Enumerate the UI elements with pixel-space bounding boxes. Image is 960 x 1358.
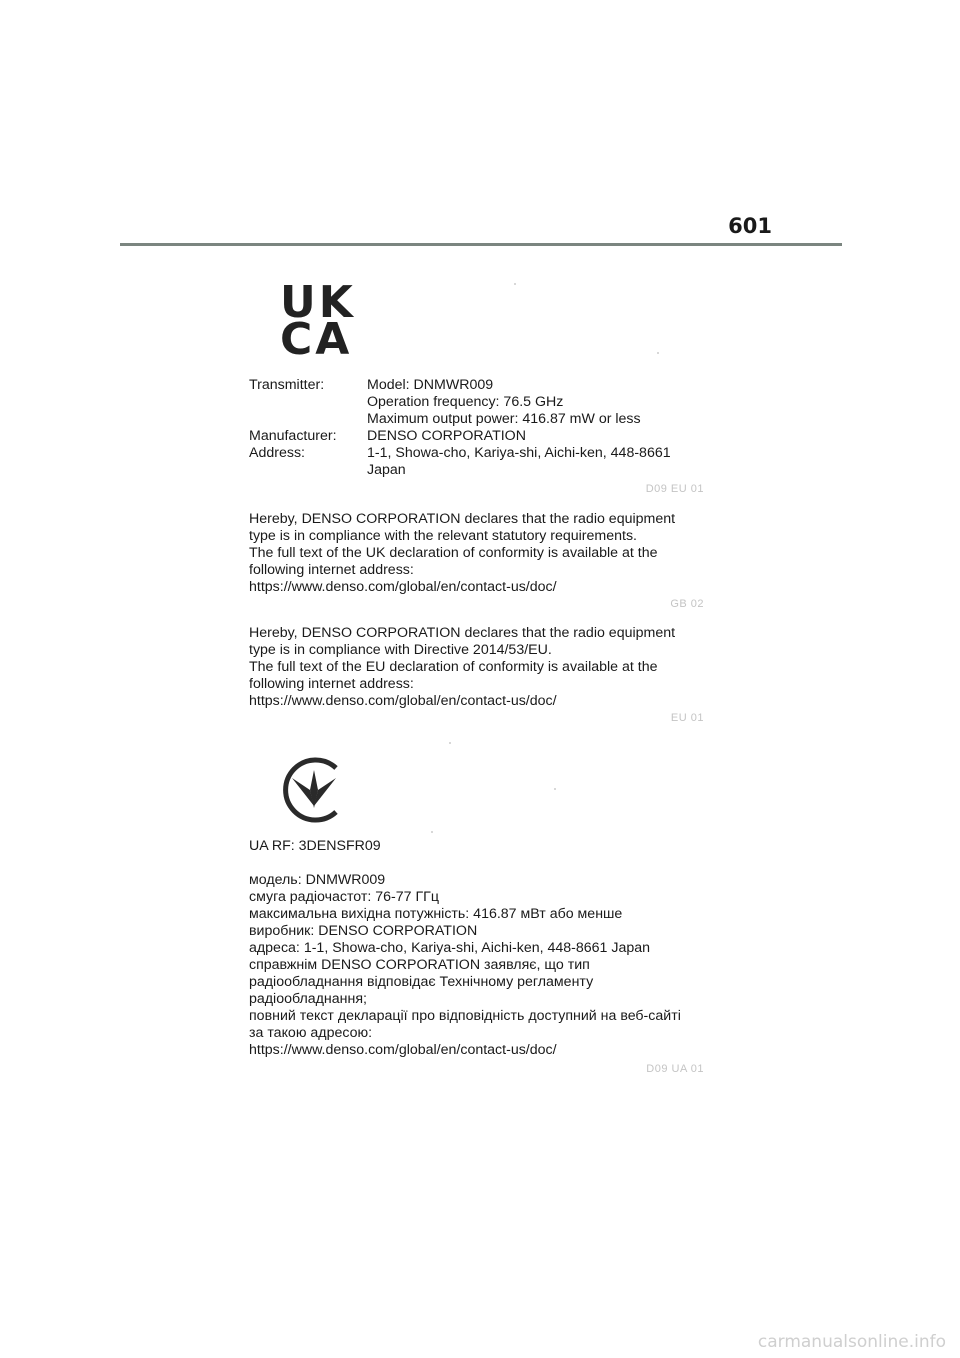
eu-declaration-line: type is in compliance with Directive 2014/53/EU. bbox=[249, 642, 552, 658]
ua-declaration bbox=[249, 872, 719, 1059]
ua-line: адреса: 1-1, Showa-cho, Kariya-shi, Aichi-ken, 448-8661 Japan bbox=[249, 940, 651, 956]
scan-speck bbox=[657, 352, 659, 354]
eu-declaration-url: https://www.denso.com/global/en/contact-us/doc/ bbox=[249, 693, 557, 709]
ukca-logo-line-1: UK bbox=[280, 277, 356, 328]
transmitter-frequency: Operation frequency: 76.5 GHz bbox=[367, 394, 564, 410]
header-rule bbox=[120, 243, 842, 246]
address-label: Address: bbox=[249, 445, 305, 461]
address-line-1: 1-1, Showa-cho, Kariya-shi, Aichi-ken, 448-8661 bbox=[367, 445, 671, 461]
spec-row-transmitter bbox=[249, 377, 671, 394]
scan-speck bbox=[514, 283, 516, 285]
page-number: 601 bbox=[728, 214, 772, 238]
ukca-logo-line-2: CA bbox=[280, 314, 353, 365]
ua-line: радіообладнання відповідає Технічному регламенту bbox=[249, 974, 594, 990]
eu-declaration-line: following internet address: bbox=[249, 676, 414, 692]
uk-declaration-line: The full text of the UK declaration of conformity is available at the bbox=[249, 545, 658, 561]
ua-line: за такою адресою: bbox=[249, 1025, 373, 1041]
scan-speck bbox=[554, 788, 556, 790]
ua-line: виробник: DENSO CORPORATION bbox=[249, 923, 478, 939]
ukca-logo bbox=[280, 277, 356, 365]
transmitter-power: Maximum output power: 416.87 mW or less bbox=[367, 411, 641, 427]
spec-row-manufacturer bbox=[249, 428, 671, 445]
address-line-2: Japan bbox=[367, 462, 406, 478]
scan-speck bbox=[449, 742, 451, 744]
ua-line: смуга радіочастот: 76-77 ГГц bbox=[249, 889, 439, 905]
spec-row-address-2 bbox=[249, 462, 671, 479]
ref-code-ua: D09 UA 01 bbox=[646, 1063, 704, 1075]
manufacturer-value: DENSO CORPORATION bbox=[367, 428, 526, 444]
spec-row-address bbox=[249, 445, 671, 462]
eu-declaration-line: The full text of the EU declaration of conformity is available at the bbox=[249, 659, 658, 675]
ua-line: справжнім DENSO CORPORATION заявляє, що тип bbox=[249, 957, 590, 973]
uk-declaration-line: Hereby, DENSO CORPORATION declares that the radio equipment bbox=[249, 511, 676, 527]
uk-declaration bbox=[249, 511, 719, 596]
spec-table bbox=[249, 377, 671, 479]
spec-row-power bbox=[249, 411, 671, 428]
manufacturer-label: Manufacturer: bbox=[249, 428, 337, 444]
uk-declaration-line: following internet address: bbox=[249, 562, 414, 578]
ua-line: радіообладнання; bbox=[249, 991, 367, 1007]
ref-code-eu-2: EU 01 bbox=[670, 712, 704, 724]
ref-code-gb: GB 02 bbox=[670, 598, 704, 610]
eu-declaration-line: Hereby, DENSO CORPORATION declares that the radio equipment bbox=[249, 625, 676, 641]
footer-watermark: carmanualsonline.info bbox=[757, 1332, 946, 1352]
spec-row-frequency bbox=[249, 394, 671, 411]
ua-line: максимальна вихідна потужність: 416.87 мВт або менше bbox=[249, 906, 623, 922]
ua-conformity-mark-icon bbox=[280, 756, 348, 824]
transmitter-label: Transmitter: bbox=[249, 377, 325, 393]
eu-declaration bbox=[249, 625, 719, 710]
scan-speck bbox=[431, 831, 433, 833]
ua-rf-id: UA RF: 3DENSFR09 bbox=[249, 838, 381, 854]
ua-url: https://www.denso.com/global/en/contact-us/doc/ bbox=[249, 1042, 557, 1058]
transmitter-model: Model: DNMWR009 bbox=[367, 377, 494, 393]
uk-declaration-line: type is in compliance with the relevant statutory requirements. bbox=[249, 528, 637, 544]
ua-line: модель: DNMWR009 bbox=[249, 872, 386, 888]
ua-line: повний текст декларації про відповідність доступний на веб-сайті bbox=[249, 1008, 681, 1024]
ref-code-eu-1: D09 EU 01 bbox=[645, 483, 704, 495]
uk-declaration-url: https://www.denso.com/global/en/contact-us/doc/ bbox=[249, 579, 557, 595]
